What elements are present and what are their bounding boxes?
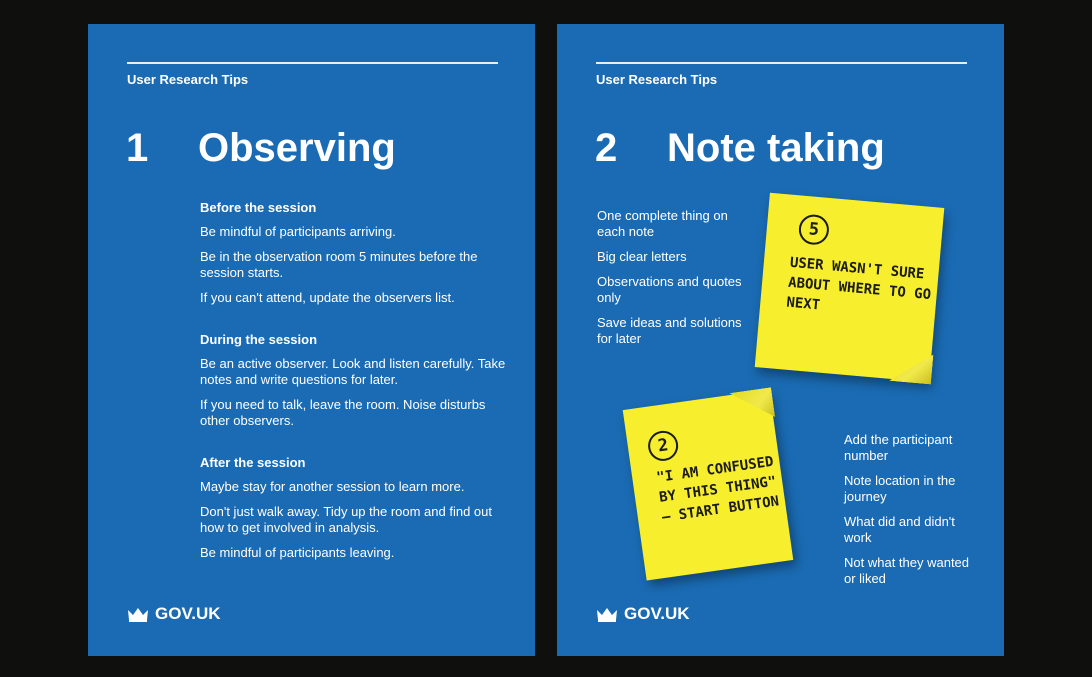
- section-heading: Before the session: [200, 200, 317, 215]
- tip-item: Add the participant number: [844, 432, 953, 463]
- card-title: Note taking: [667, 126, 885, 170]
- participant-number: 5: [798, 213, 831, 246]
- govuk-logo: [596, 604, 690, 624]
- sticky-note: [755, 193, 945, 383]
- card-number: 1: [126, 126, 149, 170]
- tip-item: Be mindful of participants leaving.: [200, 545, 395, 560]
- participant-number: 2: [646, 429, 680, 463]
- page-curl: [729, 387, 775, 423]
- tips-list-bottom: [844, 432, 979, 596]
- card-kicker: User Research Tips: [127, 72, 249, 87]
- tip-item: Observations and quotes only: [597, 274, 742, 305]
- tip-item: Be mindful of participants arriving.: [200, 224, 396, 239]
- tip-item: What did and didn't work: [844, 514, 955, 545]
- section-before: [200, 200, 506, 306]
- crown-icon: [127, 606, 149, 622]
- tip-item: Save ideas and solutions for later: [597, 315, 742, 346]
- tip-item: Big clear letters: [597, 249, 687, 264]
- tips-sections: [200, 200, 506, 587]
- top-rule: [596, 62, 967, 64]
- note-text: "I AM CONFUSED BY THIS THING" — START BUTTON: [655, 453, 781, 526]
- tips-list-top: [597, 208, 757, 356]
- page-curl: [889, 351, 933, 385]
- tip-item: Don't just walk away. Tidy up the room and find out how to get involved in analysis.: [200, 504, 493, 535]
- tip-item: If you can't attend, update the observers list.: [200, 290, 455, 305]
- govuk-logo: [127, 604, 221, 624]
- section-heading: During the session: [200, 332, 318, 347]
- tip-item: One complete thing on each note: [597, 208, 728, 239]
- tip-item: Maybe stay for another session to learn more.: [200, 479, 465, 494]
- card-title: Observing: [198, 126, 396, 170]
- tip-item: Be in the observation room 5 minutes before the session starts.: [200, 249, 478, 280]
- sticky-note: [623, 390, 793, 581]
- tip-item: Note location in the journey: [844, 473, 956, 504]
- logo-text: GOV.UK: [624, 604, 690, 623]
- crown-icon: [596, 606, 618, 622]
- section-heading: After the session: [200, 455, 306, 470]
- card-observing: [88, 24, 535, 656]
- card-note-taking: [557, 24, 1004, 656]
- tip-item: Be an active observer. Look and listen carefully. Take notes and write questions for later.: [200, 356, 506, 387]
- logo-text: GOV.UK: [155, 604, 221, 623]
- top-rule: [127, 62, 498, 64]
- card-number: 2: [595, 126, 618, 170]
- tip-item: Not what they wanted or liked: [844, 555, 970, 586]
- section-during: [200, 332, 506, 429]
- section-after: [200, 455, 506, 561]
- note-text: USER WASN'T SURE ABOUT WHERE TO GO NEXT: [785, 254, 932, 314]
- card-kicker: User Research Tips: [596, 72, 718, 87]
- tip-item: If you need to talk, leave the room. Noise disturbs other observers.: [200, 397, 486, 428]
